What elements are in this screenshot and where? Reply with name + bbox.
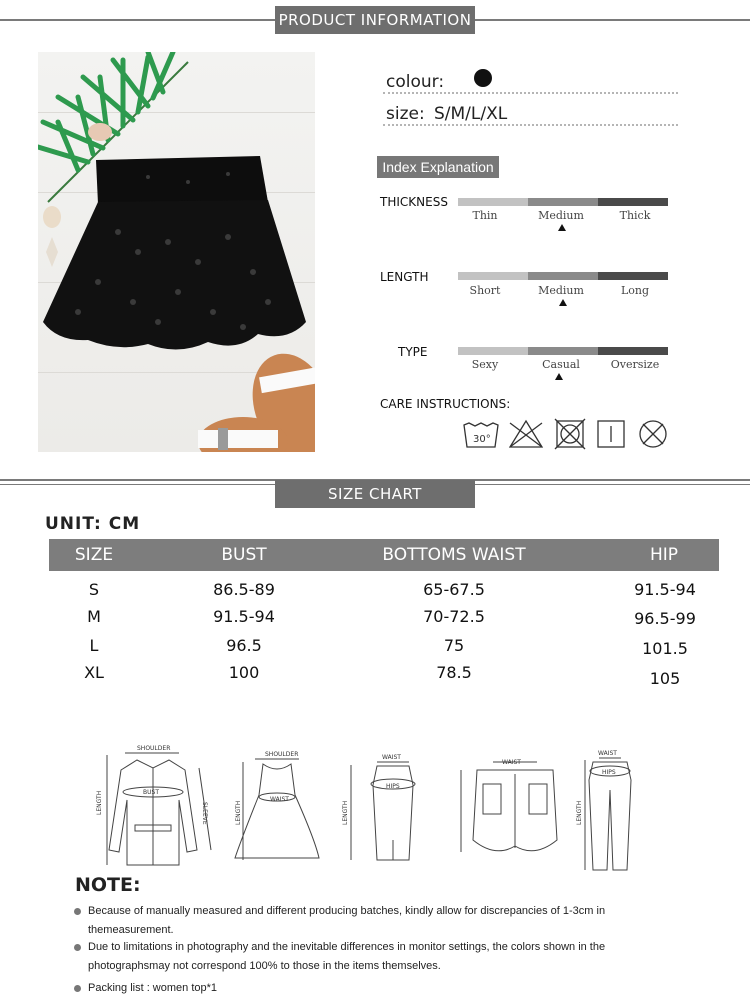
thickness-option-thin: Thin xyxy=(472,209,498,222)
col-bust: BUST xyxy=(221,545,267,565)
no-tumble-dry-icon xyxy=(555,419,585,449)
no-dry-clean-icon xyxy=(640,421,666,447)
care-icons-row xyxy=(460,415,680,455)
size-value: S/M/L/XL xyxy=(434,104,508,124)
length-option-medium: Medium xyxy=(538,284,584,297)
care-instructions-title: CARE INSTRUCTIONS: xyxy=(380,397,511,411)
type-selected-marker xyxy=(555,373,563,380)
size-table-header xyxy=(49,539,719,571)
skirt-image xyxy=(43,156,306,350)
colour-swatch[interactable] xyxy=(474,69,492,87)
table-cell: 91.5-94 xyxy=(634,580,696,599)
table-cell: XL xyxy=(84,663,104,682)
table-cell: 96.5-99 xyxy=(634,609,696,628)
pencil-skirt-diagram xyxy=(351,762,415,860)
length-option-long: Long xyxy=(620,284,650,297)
table-cell: 78.5 xyxy=(436,663,472,682)
length-selected-marker xyxy=(559,299,567,306)
note-item: Due to limitations in photography and the inevitable differences in monitor settings, the colors shown in the photographsmay not correspond 100% to those in the items themselves. xyxy=(88,941,606,972)
wash-30-icon xyxy=(464,423,498,447)
bullet-icon xyxy=(74,985,81,992)
shorts-diagram xyxy=(461,762,557,852)
table-cell: 91.5-94 xyxy=(213,607,275,626)
bullet-icon xyxy=(74,944,81,951)
table-cell: 101.5 xyxy=(642,639,688,658)
label-shoulder: SHOULDER xyxy=(137,745,171,752)
index-explanation-title: Index Explanation xyxy=(377,156,499,178)
label-length: LENGTH xyxy=(576,800,583,825)
label-waist: WAIST xyxy=(382,754,401,761)
col-bottoms-waist: BOTTOMS WAIST xyxy=(382,545,526,565)
type-option-casual: Casual xyxy=(542,358,580,371)
label-waist: WAIST xyxy=(502,759,521,766)
bullet-icon xyxy=(74,908,81,915)
col-size: SIZE xyxy=(74,545,114,565)
note-item: Because of manually measured and different producing batches, kindly allow for discrepancies of 1-3cm in themeasurement. xyxy=(88,905,606,936)
table-cell: 86.5-89 xyxy=(213,580,275,599)
label-length: LENGTH xyxy=(96,790,103,815)
table-cell: 75 xyxy=(443,636,465,655)
table-cell: 70-72.5 xyxy=(423,607,485,626)
label-shoulder: SHOULDER xyxy=(265,751,299,758)
table-cell: L xyxy=(89,636,99,655)
length-option-short: Short xyxy=(469,284,501,297)
table-cell: 105 xyxy=(649,669,681,688)
size-chart-title: SIZE CHART xyxy=(328,485,422,503)
label-sleeve: SLEEVE xyxy=(201,802,208,825)
thickness-option-medium: Medium xyxy=(538,209,584,222)
label-bust: BUST xyxy=(143,789,159,796)
product-photo xyxy=(38,52,315,452)
product-information-title: PRODUCT INFORMATION xyxy=(278,11,472,29)
wash-temp-label: 30° xyxy=(473,434,491,445)
thickness-option-thick: Thick xyxy=(619,209,651,222)
hang-dry-icon xyxy=(598,421,624,447)
table-cell: 100 xyxy=(228,663,260,682)
label-waist: WAIST xyxy=(270,796,289,803)
note-title: NOTE: xyxy=(75,874,141,896)
measurement-diagrams xyxy=(95,740,745,880)
sandals-image xyxy=(198,342,315,452)
label-waist: WAIST xyxy=(598,750,617,757)
length-label: LENGTH xyxy=(380,270,429,284)
table-cell: 65-67.5 xyxy=(423,580,485,599)
type-label: TYPE xyxy=(398,345,428,359)
colour-label: colour: xyxy=(386,72,445,92)
label-length: LENGTH xyxy=(235,800,242,825)
thickness-label: THICKNESS xyxy=(380,195,448,209)
label-length: LENGTH xyxy=(342,800,349,825)
col-hip: HIP xyxy=(649,545,679,565)
colour-divider xyxy=(383,92,678,94)
label-hips: HIPS xyxy=(602,769,616,776)
size-chart-header xyxy=(275,480,475,508)
size-divider xyxy=(383,124,678,126)
note-item: Packing list : women top*1 xyxy=(88,982,218,994)
jacket-diagram xyxy=(107,753,211,865)
thickness-selected-marker xyxy=(558,224,566,231)
table-cell: M xyxy=(87,607,101,626)
dress-diagram xyxy=(235,759,319,860)
size-label: size: xyxy=(386,104,425,124)
type-option-oversize: Oversize xyxy=(610,358,660,371)
table-cell: 96.5 xyxy=(226,636,262,655)
unit-label: UNIT: CM xyxy=(45,514,141,534)
no-bleach-icon xyxy=(510,421,542,447)
type-option-sexy: Sexy xyxy=(471,358,499,371)
label-hips: HIPS xyxy=(386,783,400,790)
product-information-header xyxy=(275,6,475,34)
table-cell: S xyxy=(88,580,100,599)
